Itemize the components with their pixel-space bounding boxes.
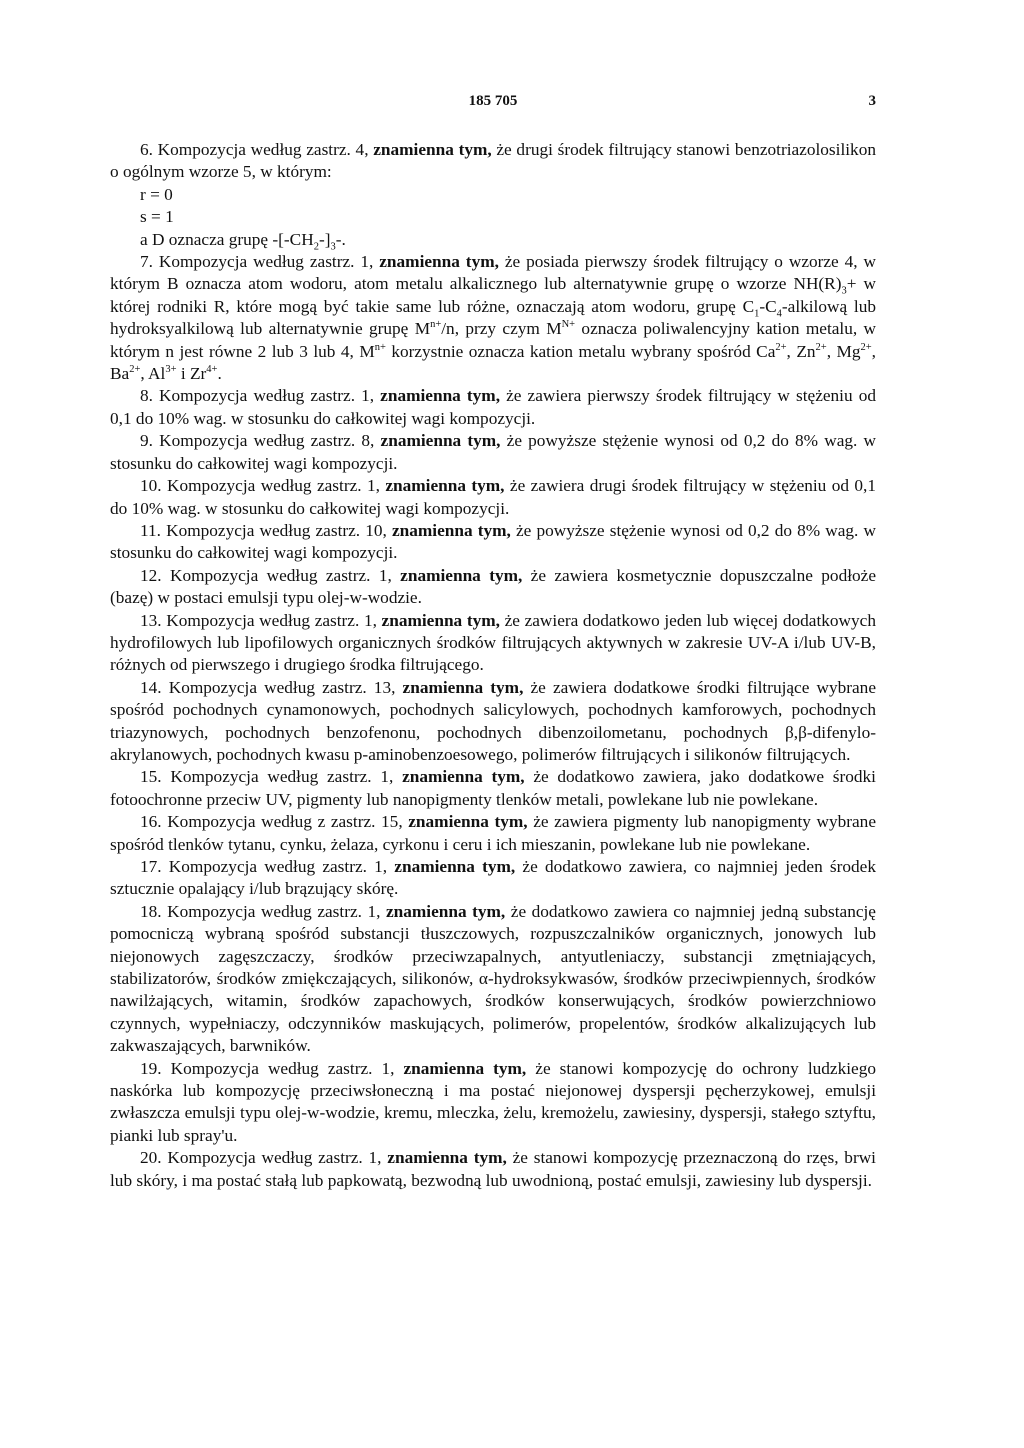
claim-13 — [110, 610, 876, 677]
claim-text: 16. Kompozycja według z zastrz. 15, — [140, 812, 409, 832]
superscript: 2+ — [775, 341, 787, 353]
page-header — [110, 93, 876, 117]
claim-15 — [110, 766, 876, 811]
claim-text: -alkilową lub hydroksyalkilową lub alternatywnie grupę M — [110, 296, 876, 339]
subscript: 1 — [754, 308, 760, 320]
claim-16 — [110, 811, 876, 856]
claim-keyword: znamienna tym, — [379, 252, 499, 272]
claim-9 — [110, 430, 876, 475]
claim-text: że dodatkowo zawiera, jako dodatkowe środki fotoochronne przeciw UV, pigmenty lub nanopigmenty tlenków metali, powlekane lub nie powlekane. — [110, 767, 876, 809]
superscript: 4+ — [206, 364, 218, 376]
claim-text: że zawiera pigmenty lub nanopigmenty wybrane spośród tlenków tytanu, cynku, żelaza, cyrkonu i ceru i ich mieszanin, powlekane lub nie powlekane. — [110, 812, 876, 854]
claim-text: /n, przy czym M — [441, 319, 562, 339]
page-number: 3 — [868, 93, 876, 109]
claim-text: , Al — [140, 364, 166, 384]
claim-6-s — [110, 206, 876, 228]
claim-text: 17. Kompozycja według zastrz. 1, — [140, 857, 395, 876]
patent-number: 185 705 — [468, 93, 518, 109]
subscript: 4 — [776, 308, 782, 320]
claim-text: r = 0 — [140, 184, 173, 204]
claim-text: że powyższe stężenie wynosi od 0,2 do 8% wag. w stosunku do całkowitej wagi kompozycji. — [110, 520, 876, 563]
claim-text: że zawiera dodatkowe środki filtrujące wybrane spośród pochodnych cynamonowych, pochodnych salicylowych, pochodnych kamforowych, pochodnych triazynowych, pochodnych benzofenonu, pochodnych dibenzoilometanu, pochodnych β,β-difenylo-akrylanowych, pochodnych kwasu p-aminobenzoesowego, polimerów filtrujących i silikonów filtrujących. — [110, 677, 876, 764]
claim-text: że zawiera pierwszy środek filtrujący w stężeniu od 0,1 do 10% wag. w stosunku do całkowitej wagi kompozycji. — [110, 386, 876, 428]
claim-19 — [110, 1058, 876, 1148]
claim-text: 13. Kompozycja według zastrz. 1, — [140, 610, 382, 630]
superscript: 2+ — [860, 341, 872, 353]
superscript: n+ — [374, 341, 386, 353]
claim-text: że stanowi kompozycję do ochrony ludzkiego naskórka lub kompozycję przeciwsłoneczną i ma postać niejonowej dyspersji pęcherzykowej, emulsji zwłaszcza emulsji typu olej-w-wodzie, kremu, mleczka, żelu, kremożelu, zawiesiny, dyspersji, stałego sztyftu, pianki lub spray'u. — [110, 1058, 876, 1145]
claim-12 — [110, 565, 876, 610]
claim-keyword: znamienna tym, — [391, 520, 511, 540]
claims-list — [110, 139, 876, 1192]
subscript: 3 — [841, 285, 847, 297]
claim-text: że drugi środek filtrujący stanowi benzotriazolosilikon o ogólnym wzorze 5, w którym: — [110, 140, 876, 182]
claim-20 — [110, 1147, 876, 1192]
claim-keyword: znamienna tym, — [380, 431, 501, 451]
claim-keyword: znamienna tym, — [402, 677, 524, 697]
claim-14 — [110, 677, 876, 767]
claim-text: -] — [318, 229, 331, 249]
claim-text: że powyższe stężenie wynosi od 0,2 do 8% wag. w stosunku do całkowitej wagi kompozycji. — [110, 431, 876, 473]
claim-text: że dodatkowo zawiera, co najmniej jeden środek sztucznie opalający i/lub brązujący skórę. — [110, 857, 876, 899]
claim-text: , Zn — [786, 341, 816, 361]
claim-text: 10. Kompozycja według zastrz. 1, — [140, 476, 386, 496]
claim-text: s = 1 — [140, 207, 174, 227]
claim-text: oznacza poliwalencyjny kation metalu, w którym n jest równe 2 lub 3 lub 4, M — [110, 319, 877, 361]
claim-text: 19. Kompozycja według zastrz. 1, — [140, 1058, 404, 1078]
claim-8 — [110, 385, 876, 430]
claim-keyword: znamienna tym, — [380, 386, 501, 406]
claim-text: korzystnie oznacza kation metalu wybrany spośród Ca — [385, 341, 776, 361]
claim-keyword: znamienna tym, — [402, 767, 525, 787]
claim-keyword: znamienna tym, — [400, 565, 523, 585]
claim-text: 15. Kompozycja według zastrz. 1, — [140, 767, 403, 787]
claim-text: 6. Kompozycja według zastrz. 4, — [140, 140, 374, 159]
claim-text: 9. Kompozycja według zastrz. 8, — [140, 431, 381, 451]
claim-6-d — [110, 229, 876, 251]
claim-keyword: znamienna tym, — [385, 476, 505, 496]
claim-text: , Mg — [826, 341, 861, 361]
superscript: 2+ — [129, 364, 141, 376]
claim-text: 20. Kompozycja według zastrz. 1, — [140, 1148, 388, 1168]
claim-keyword: znamienna tym, — [394, 857, 516, 876]
claim-text: -. — [335, 229, 346, 249]
claim-17 — [110, 856, 876, 901]
claim-11 — [110, 520, 876, 565]
claim-text: że dodatkowo zawiera co najmniej jedną substancję pomocniczą wybraną spośród substancji tłuszczowych, rozpuszczalników organicznych, jonowych lub niejonowych zagęszczaczy, środków przeciwzapalnych, antyutleniaczy, substancji zmętniających, stabilizatorów, środków zmiękczających, silikonów, α-hydroksykwasów, środków przeciwpiennych, środków nawilżających, witamin, środków zapachowych, środków konserwujących, środków powierzchniowo czynnych, wypełniaczy, odczynników maskujących, polimerów, propelentów, środków alkalizujących lub zakwaszających, barwników. — [110, 901, 876, 1056]
claim-keyword: znamienna tym, — [387, 1148, 507, 1168]
claim-18 — [110, 901, 876, 1058]
claim-text: 12. Kompozycja według zastrz. 1, — [140, 565, 401, 585]
claim-text: że zawiera drugi środek filtrujący w stężeniu od 0,1 do 10% wag. w stosunku do całkowitej wagi kompozycji. — [110, 476, 876, 518]
claim-text: że zawiera kosmetycznie dopuszczalne podłoże (bazę) w postaci emulsji typu olej-w-wodzie. — [110, 565, 876, 608]
claim-7 — [110, 251, 876, 385]
claim-text: że posiada pierwszy środek filtrujący o wzorze 4, w którym B oznacza atom wodoru, atom metalu alkalicznego lub alternatywnie grupę o wzorze NH(R) — [110, 252, 876, 294]
claim-keyword: znamienna tym, — [403, 1058, 527, 1078]
claim-text: , Ba — [110, 341, 876, 384]
claim-text: że stanowi kompozycję przeznaczoną do rzęs, brwi lub skóry, i ma postać stałą lub papkowatą, bezwodną lub uwodnioną, postać emulsji, zawiesiny lub dyspersji. — [110, 1148, 876, 1190]
claim-text: . — [217, 364, 222, 384]
claim-text: że zawiera dodatkowo jeden lub więcej dodatkowych hydrofilowych lub lipofilowych organicznych środków filtrujących aktywnych w zakresie UV-A i/lub UV-B, różnych od pierwszego i drugiego środka filtrującego. — [110, 610, 876, 675]
claim-keyword: znamienna tym, — [408, 812, 528, 832]
claim-text: 7. Kompozycja według zastrz. 1, — [140, 252, 380, 272]
claim-text: -C — [759, 296, 777, 316]
claim-6-r — [110, 184, 876, 206]
superscript: 2+ — [815, 341, 827, 353]
claim-text: 8. Kompozycja według zastrz. 1, — [140, 386, 381, 406]
claim-text: 11. Kompozycja według zastrz. 10, — [140, 520, 392, 540]
claim-text: a D oznacza grupę -[-CH — [140, 229, 314, 249]
superscript: n+ — [430, 319, 442, 331]
subscript: 3 — [330, 241, 336, 253]
claim-10 — [110, 475, 876, 520]
superscript: 3+ — [165, 364, 177, 376]
claim-text: i Zr — [176, 364, 207, 384]
claim-keyword: znamienna tym, — [385, 901, 506, 921]
superscript: N+ — [561, 319, 576, 331]
claim-text: 14. Kompozycja według zastrz. 13, — [140, 677, 403, 697]
claim-text: + w której rodniki R, które mogą być takie same lub różne, oznaczają atom wodoru, grupę C — [110, 274, 877, 316]
claim-6 — [110, 139, 876, 184]
claim-text: 18. Kompozycja według zastrz. 1, — [140, 901, 386, 921]
subscript: 2 — [313, 241, 319, 253]
claim-keyword: znamienna tym, — [381, 610, 500, 630]
claim-keyword: znamienna tym, — [373, 140, 492, 159]
